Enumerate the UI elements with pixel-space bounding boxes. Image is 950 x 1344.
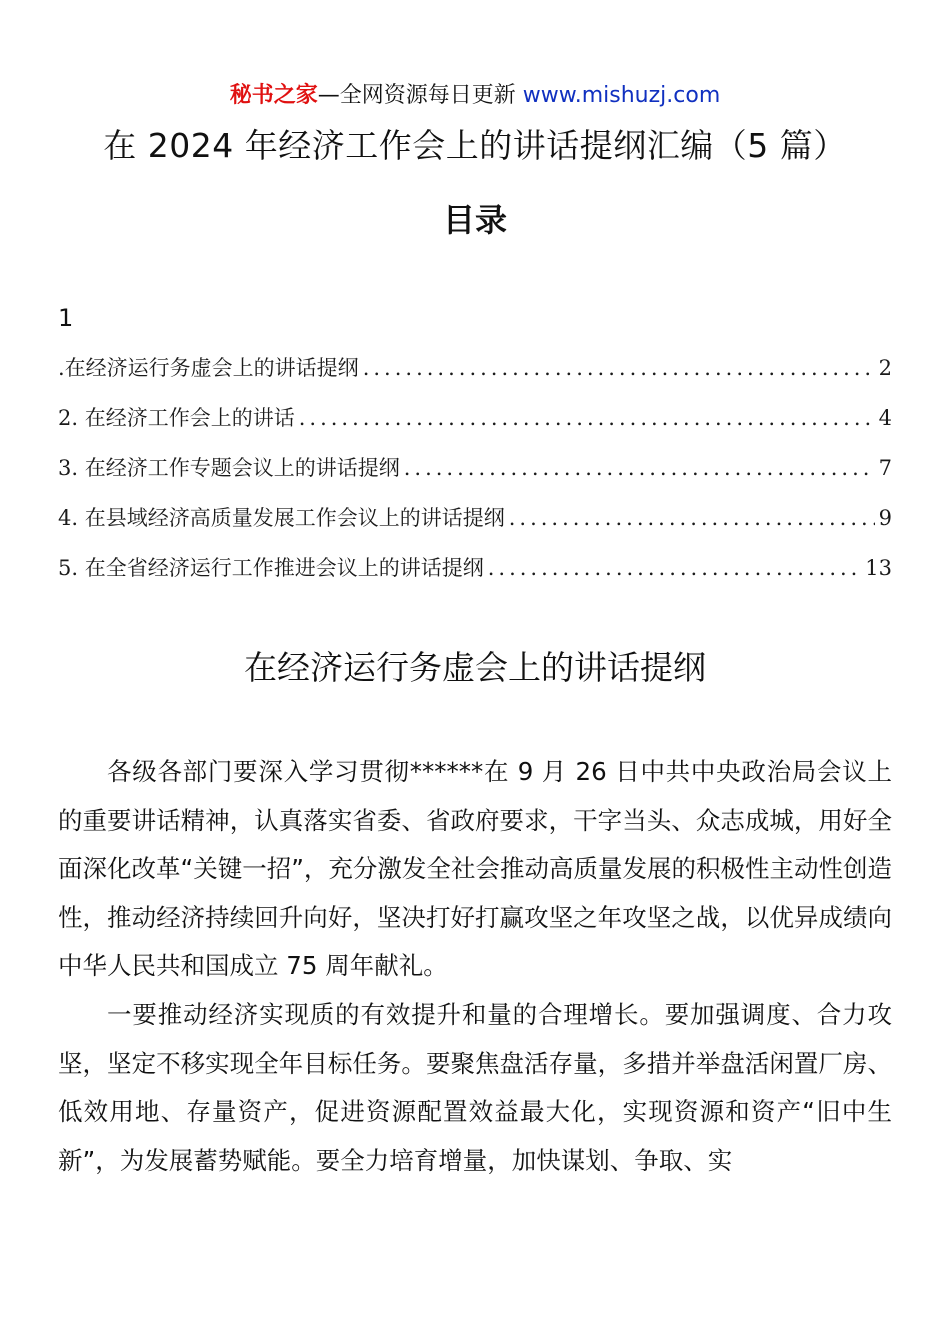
toc-entry-page: 4	[878, 406, 892, 430]
toc-dot-leader	[363, 350, 875, 386]
toc-entry[interactable]	[58, 400, 892, 450]
toc-entry-title: .在经济运行务虚会上的讲话提纲	[58, 356, 359, 380]
body-text	[58, 748, 892, 1185]
toc-entry-page: 2	[878, 356, 892, 380]
toc-entry-title: 3. 在经济工作专题会议上的讲话提纲	[58, 456, 400, 480]
toc-entry-page: 13	[865, 556, 892, 580]
site-tagline: —全网资源每日更新	[317, 83, 516, 108]
toc-dot-leader	[404, 450, 875, 486]
toc-heading: 目录	[442, 201, 507, 239]
toc-number-line: 1	[58, 304, 74, 332]
toc-entry-title: 4. 在县域经济高质量发展工作会议上的讲话提纲	[58, 506, 505, 530]
section-title: 在经济运行务虚会上的讲话提纲	[244, 648, 706, 687]
toc-dot-leader	[488, 550, 862, 586]
document-title: 在 2024 年经济工作会上的讲话提纲汇编（5 篇）	[103, 126, 847, 165]
toc-dot-leader	[299, 400, 875, 436]
toc-entry[interactable]	[58, 350, 892, 400]
site-brand: 秘书之家	[229, 83, 318, 108]
site-url-link[interactable]: www.mishuzj.com	[522, 83, 721, 108]
table-of-contents	[58, 350, 892, 600]
toc-entry-title: 5. 在全省经济运行工作推进会议上的讲话提纲	[58, 556, 484, 580]
toc-dot-leader	[509, 500, 875, 536]
toc-entry[interactable]	[58, 450, 892, 500]
toc-entry-page: 7	[878, 456, 892, 480]
body-paragraph: 一要推动经济实现质的有效提升和量的合理增长。要加强调度、合力攻坚，坚定不移实现全年目标任务。要聚焦盘活存量，多措并举盘活闲置厂房、低效用地、存量资产，促进资源配置效益最大化，实现资源和资产“旧中生新”，为发展蓄势赋能。要全力培育增量，加快谋划、争取、实	[58, 999, 892, 1175]
toc-entry-page: 9	[878, 506, 892, 530]
body-paragraph: 各级各部门要深入学习贯彻******在 9 月 26 日中共中央政治局会议上的重要讲话精神，认真落实省委、省政府要求，干字当头、众志成城，用好全面深化改革“关键一招”，充分激发全社会推动高质量发展的积极性主动性创造性，推动经济持续回升向好，坚决打好打赢攻坚之年攻坚之战，以优异成绩向中华人民共和国成立 75 周年献礼。	[58, 757, 892, 981]
toc-entry-title: 2. 在经济工作会上的讲话	[58, 406, 295, 430]
toc-entry[interactable]	[58, 500, 892, 550]
site-header	[0, 80, 950, 112]
toc-entry[interactable]	[58, 550, 892, 600]
